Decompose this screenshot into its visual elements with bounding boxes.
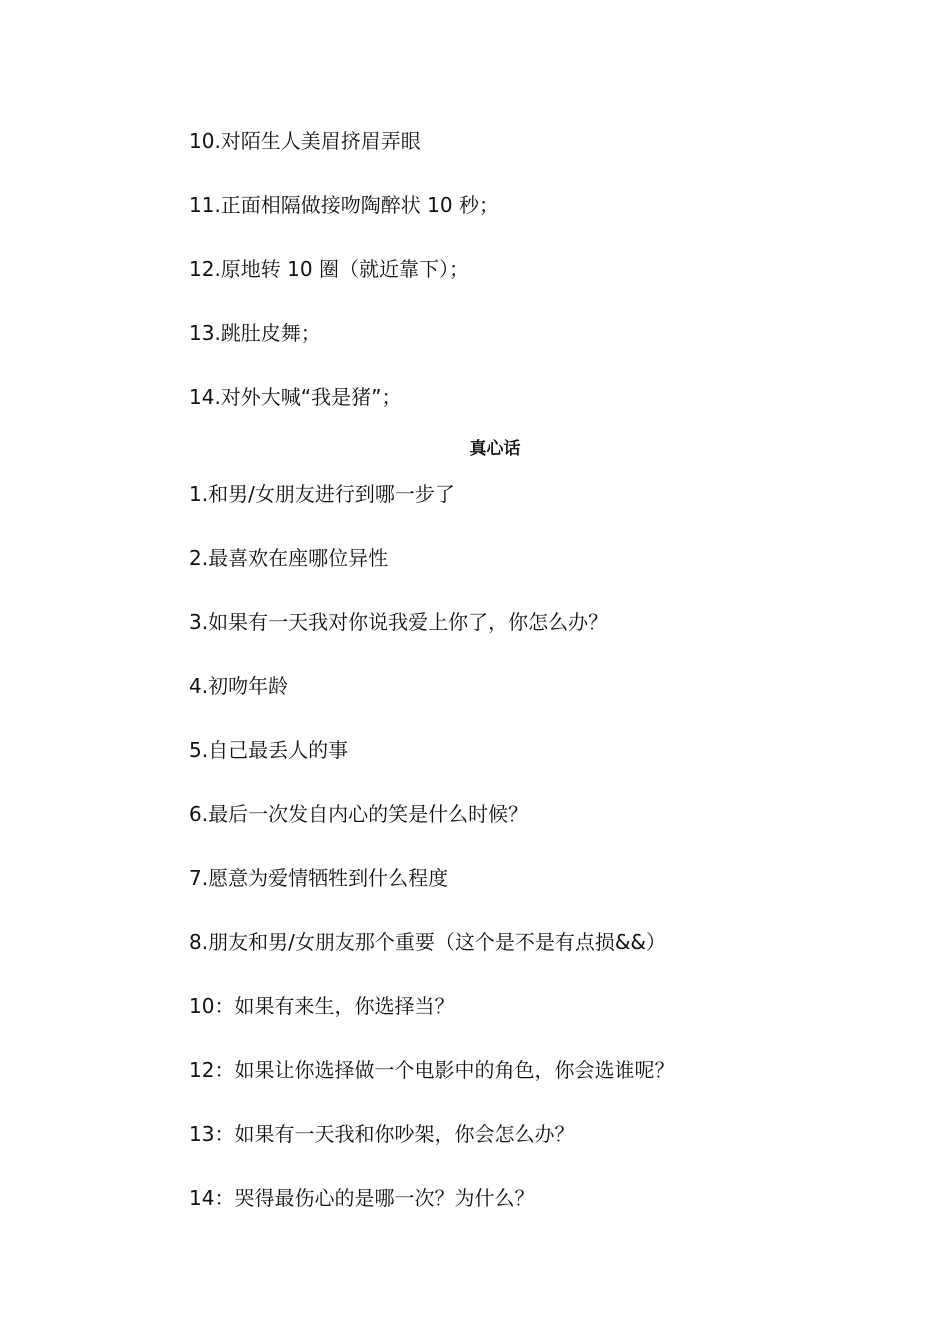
dare-item-10: 10.对陌生人美眉挤眉弄眼 — [189, 129, 421, 153]
dare-item-13: 13.跳肚皮舞； — [189, 321, 321, 345]
truth-item-3: 3.如果有一天我对你说我爱上你了，你怎么办？ — [189, 610, 609, 634]
dare-item-12: 12.原地转 10 圈（就近靠下）； — [189, 257, 469, 281]
truth-item-7: 7.愿意为爱情牺牲到什么程度 — [189, 866, 449, 890]
truth-item-2: 2.最喜欢在座哪位异性 — [189, 546, 389, 570]
truth-item-8: 8.朋友和男/女朋友那个重要（这个是不是有点损&&） — [189, 930, 667, 954]
truth-item-14: 14：哭得最伤心的是哪一次？为什么？ — [189, 1186, 535, 1210]
truth-item-12: 12：如果让你选择做一个电影中的角色，你会选谁呢？ — [189, 1058, 675, 1082]
truth-item-4: 4.初吻年龄 — [189, 674, 289, 698]
truth-item-1: 1.和男/女朋友进行到哪一步了 — [189, 482, 455, 506]
truth-item-5: 5.自己最丢人的事 — [189, 738, 349, 762]
truth-item-6: 6.最后一次发自内心的笑是什么时候？ — [189, 802, 529, 826]
section-heading-truth: 真心话 — [469, 439, 521, 459]
truth-item-13: 13：如果有一天我和你吵架，你会怎么办？ — [189, 1122, 575, 1146]
truth-item-10: 10：如果有来生，你选择当？ — [189, 994, 455, 1018]
dare-item-14: 14.对外大喊“我是猪”； — [189, 385, 402, 409]
dare-item-11: 11.正面相隔做接吻陶醉状 10 秒； — [189, 193, 499, 217]
